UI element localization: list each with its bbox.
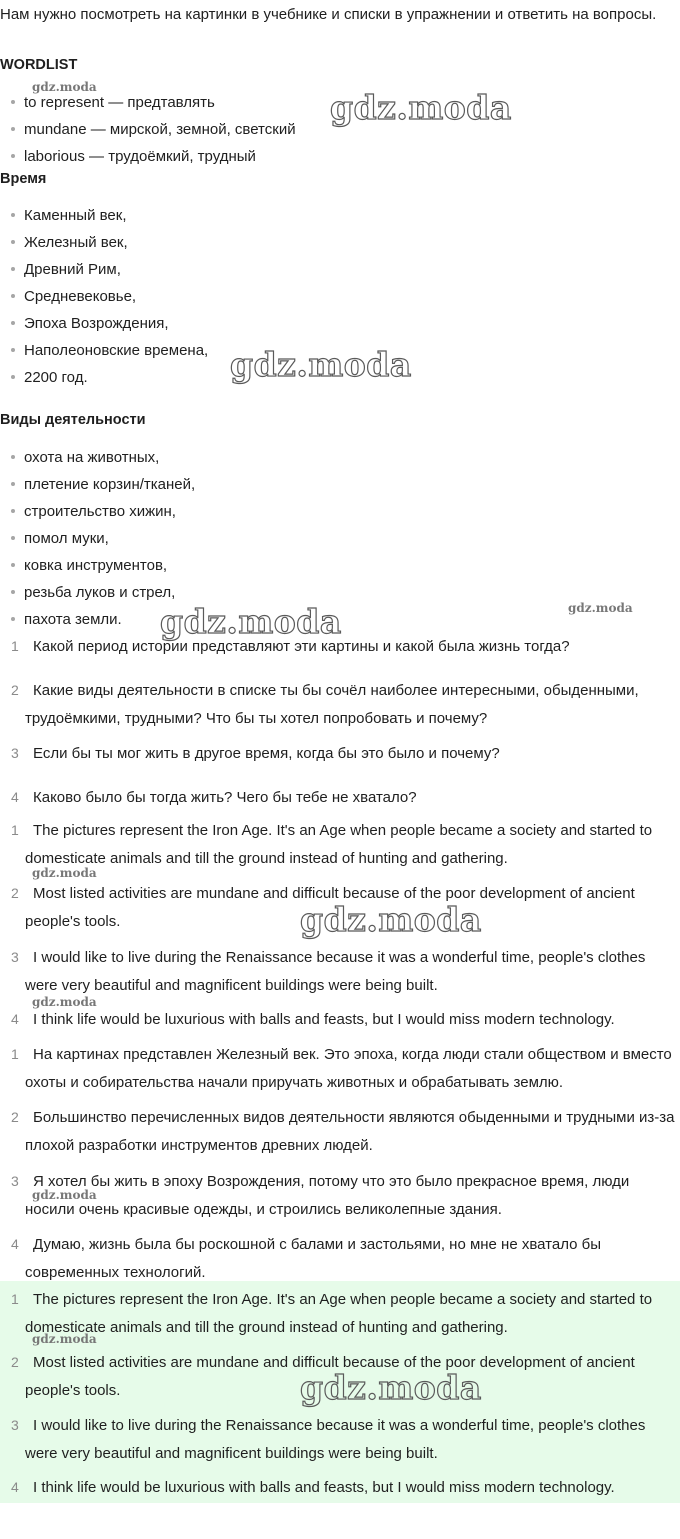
bullet-dot xyxy=(11,127,15,131)
bullet-dot xyxy=(11,617,15,621)
watermark-large: gdz.moda xyxy=(330,88,512,127)
watermark-small: gdz.moda xyxy=(32,1188,97,1202)
answer-en-item: 2 Most listed activities are mundane and difficult because of the poor development of ancient people's tools. xyxy=(11,885,635,930)
watermark-small: gdz.moda xyxy=(568,601,633,615)
bullet-dot xyxy=(11,321,15,325)
answer-en-item: 4 I think life would be luxurious with balls and feasts, but I would miss modern technology. xyxy=(11,1011,615,1028)
watermark-small: gdz.moda xyxy=(32,866,97,880)
answer-en-item: 3 I would like to live during the Renaissance because it was a wonderful time, people's clothes were very beautiful and magnificent buildings were being built. xyxy=(11,949,646,994)
question-item: 3 Если бы ты мог жить в другое время, когда бы это было и почему? xyxy=(11,745,500,762)
bullet-dot xyxy=(11,482,15,486)
question-item: 4 Каково было бы тогда жить? Чего бы тебе не хватало? xyxy=(11,789,417,806)
time-heading: Время xyxy=(0,171,47,187)
time-item: Наполеоновские времена, xyxy=(11,337,208,364)
wordlist-item: to represent — предтавлять xyxy=(11,89,215,116)
activity-item: помол муки, xyxy=(11,525,109,552)
activity-item: плетение корзин/тканей, xyxy=(11,471,195,498)
activity-item: ковка инструментов, xyxy=(11,552,167,579)
bullet-dot xyxy=(11,348,15,352)
answer-en-repeat-item: 3 I would like to live during the Renaissance because it was a wonderful time, people's clothes were very beautiful and magnificent buildings were being built. xyxy=(11,1417,646,1462)
time-item: Железный век, xyxy=(11,229,128,256)
activities-heading: Виды деятельности xyxy=(0,412,146,428)
answer-en-repeat-item: 4 I think life would be luxurious with balls and feasts, but I would miss modern technology. xyxy=(11,1479,615,1496)
bullet-dot xyxy=(11,375,15,379)
intro-text: Нам нужно посмотреть на картинки в учебнике и списки в упражнении и ответить на вопросы. xyxy=(0,6,657,23)
answer-ru-item: 1 На картинах представлен Железный век. Это эпоха, когда люди стали обществом и вместо охоты и собирательства начали приручать животных и обрабатывать землю. xyxy=(11,1046,672,1091)
activity-item: охота на животных, xyxy=(11,444,159,471)
answer-ru-item: 4 Думаю, жизнь была бы роскошной с балами и застольями, но мне не хватало бы современных технологий. xyxy=(11,1236,602,1281)
time-item: Каменный век, xyxy=(11,202,127,229)
watermark-small: gdz.moda xyxy=(32,1332,97,1346)
watermark-small: gdz.moda xyxy=(32,995,97,1009)
bullet-dot xyxy=(11,455,15,459)
bullet-dot xyxy=(11,509,15,513)
bullet-dot xyxy=(11,100,15,104)
answer-en-repeat-item: 2 Most listed activities are mundane and difficult because of the poor development of ancient people's tools. xyxy=(11,1354,635,1399)
bullet-dot xyxy=(11,154,15,158)
bullet-dot xyxy=(11,240,15,244)
watermark-large: gdz.moda xyxy=(230,345,412,384)
bullet-dot xyxy=(11,590,15,594)
answer-ru-item: 2 Большинство перечисленных видов деятельности являются обыденными и трудными из-за плохой разработки инструментов древних людей. xyxy=(11,1109,675,1154)
activity-item: строительство хижин, xyxy=(11,498,176,525)
wordlist-item: mundane — мирской, земной, светский xyxy=(11,116,296,143)
wordlist-item: laborious — трудоёмкий, трудный xyxy=(11,143,256,170)
time-item: Древний Рим, xyxy=(11,256,121,283)
time-item: Эпоха Возрождения, xyxy=(11,310,169,337)
wordlist-heading: WORDLIST xyxy=(0,57,78,73)
bullet-dot xyxy=(11,536,15,540)
bullet-dot xyxy=(11,294,15,298)
answer-en-repeat-item: 1 The pictures represent the Iron Age. It's an Age when people became a society and started to domesticate animals and till the ground instead of hunting and gathering. xyxy=(11,1291,653,1336)
question-item: 2 Какие виды деятельности в списке ты бы сочёл наиболее интересными, обыденными, трудоёмкими, трудными? Что бы ты хотел попробовать и почему? xyxy=(11,682,639,727)
time-item: Средневековье, xyxy=(11,283,136,310)
bullet-dot xyxy=(11,563,15,567)
watermark-large: gdz.moda xyxy=(300,900,482,939)
watermark-large: gdz.moda xyxy=(160,602,342,641)
watermark-large: gdz.moda xyxy=(300,1368,482,1407)
bullet-dot xyxy=(11,267,15,271)
time-item: 2200 год. xyxy=(11,364,88,391)
activity-item: резьба луков и стрел, xyxy=(11,579,175,606)
watermark-small: gdz.moda xyxy=(32,80,97,94)
bullet-dot xyxy=(11,213,15,217)
question-item: 1 Какой период истории представляют эти картины и какой была жизнь тогда? xyxy=(11,638,570,655)
answer-en-item: 1 The pictures represent the Iron Age. It's an Age when people became a society and started to domesticate animals and till the ground instead of hunting and gathering. xyxy=(11,822,653,867)
activity-item: пахота земли. xyxy=(11,606,122,633)
answer-ru-item: 3 Я хотел бы жить в эпоху Возрождения, потому что это было прекрасное время, люди носили очень красивые одежды, и строились великолепные здания. xyxy=(11,1173,630,1218)
